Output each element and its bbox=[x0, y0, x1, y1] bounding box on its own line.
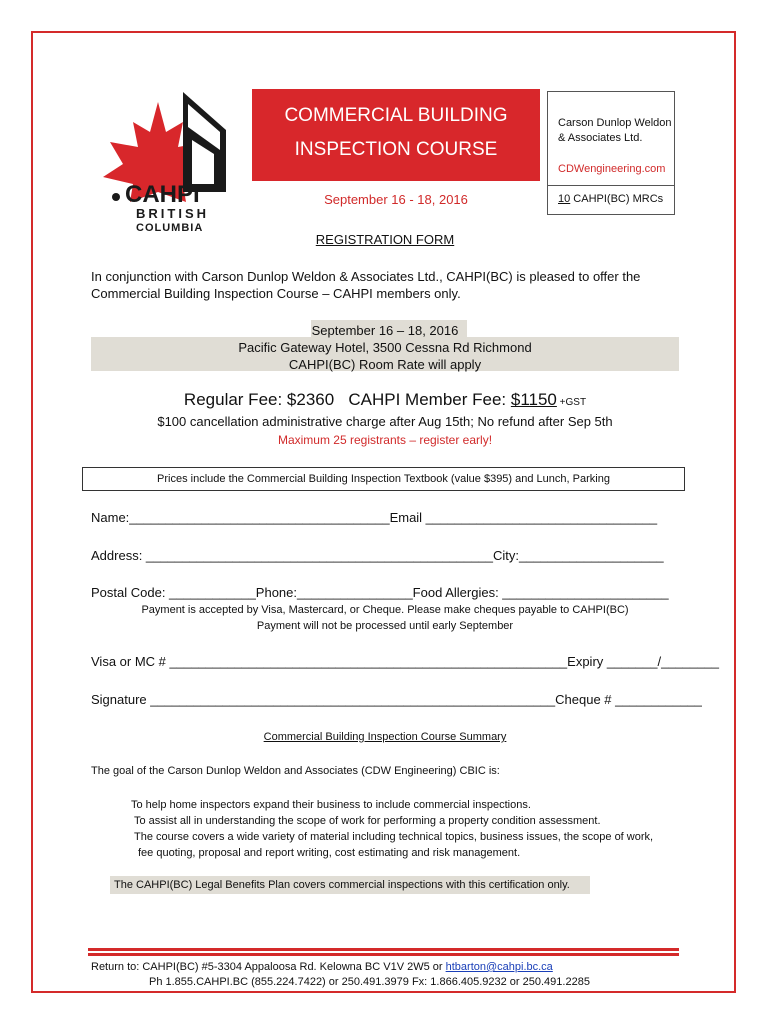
course-summary-points bbox=[131, 797, 691, 861]
summary-point: To assist all in understanding the scope of work for performing a property condition assessment. bbox=[134, 815, 601, 827]
regular-fee: Regular Fee: $2360 bbox=[183, 390, 335, 409]
address-city-field[interactable]: Address: ________________________________________________City:____________________ bbox=[91, 548, 664, 563]
course-dates: September 16 - 18, 2016 bbox=[324, 192, 468, 207]
logo-province-line2: COLUMBIA bbox=[136, 222, 204, 232]
venue-room-rate: CAHPI(BC) Room Rate will apply bbox=[288, 357, 482, 372]
cahpi-bc-logo bbox=[88, 92, 238, 232]
venue-date: September 16 – 18, 2016 bbox=[311, 323, 459, 338]
course-goal: The goal of the Carson Dunlop Weldon and Associates (CDW Engineering) CBIC is: bbox=[91, 765, 500, 777]
mrc-label: CAHPI(BC) MRCs bbox=[570, 193, 664, 205]
cancellation-policy: $100 cancellation administrative charge after Aug 15th; No refund after Sep 5th bbox=[157, 414, 613, 429]
intro-paragraph bbox=[91, 268, 681, 302]
max-registrants-note: Maximum 25 registrants – register early! bbox=[277, 433, 493, 447]
logo-province-line1: BRITISH bbox=[136, 206, 209, 221]
course-summary-title: Commercial Building Inspection Course Summary bbox=[263, 731, 507, 743]
venue-hotel: Pacific Gateway Hotel, 3500 Cessna Rd Richmond bbox=[238, 340, 532, 355]
course-title-banner bbox=[252, 89, 540, 181]
course-title-line2: INSPECTION COURSE bbox=[294, 139, 498, 160]
maple-leaf-house-icon bbox=[88, 92, 238, 232]
footer-divider bbox=[88, 953, 679, 956]
payment-methods: Payment is accepted by Visa, Mastercard, or Cheque. Please make cheques payable to CAHPI(BC) bbox=[141, 604, 629, 616]
mrc-count: 10 bbox=[558, 193, 571, 205]
mrc-credits bbox=[558, 193, 663, 205]
intro-line1: In conjunction with Carson Dunlop Weldon & Associates Ltd., CAHPI(BC) is pleased to offer the bbox=[91, 269, 641, 284]
card-number-expiry-field[interactable]: Visa or MC # _______________________________________________________Expiry _______/________ bbox=[91, 654, 719, 669]
return-address-text: Return to: CAHPI(BC) #5-3304 Appaloosa Rd. Kelowna BC V1V 2W5 or bbox=[91, 961, 446, 973]
contact-phone-numbers: Ph 1.855.CAHPI.BC (855.224.7422) or 250.491.3979 Fx: 1.866.405.9232 or 250.491.2285 bbox=[149, 976, 590, 988]
course-title-line1: COMMERCIAL BUILDING bbox=[284, 105, 508, 126]
payment-notes bbox=[0, 602, 770, 634]
summary-point: To help home inspectors expand their business to include commercial inspections. bbox=[131, 799, 531, 811]
provider-company-line1: Carson Dunlop Weldon bbox=[558, 117, 672, 129]
footer-divider bbox=[88, 948, 679, 951]
member-fee-label: CAHPI Member Fee: bbox=[348, 390, 511, 409]
provider-box-divider bbox=[547, 185, 675, 186]
name-email-field[interactable]: Name:____________________________________Email ________________________________ bbox=[91, 510, 658, 525]
summary-point: fee quoting, proposal and report writing, cost estimating and risk management. bbox=[138, 847, 521, 859]
contact-email-link[interactable]: htbarton@cahpi.bc.ca bbox=[445, 961, 553, 973]
member-fee-amount: $1150 bbox=[510, 390, 557, 409]
legal-benefits-note: The CAHPI(BC) Legal Benefits Plan covers commercial inspections with this certification only. bbox=[110, 876, 590, 894]
provider-website-link[interactable]: CDWengineering.com bbox=[558, 163, 666, 175]
postal-phone-allergies-field[interactable]: Postal Code: ____________Phone:________________Food Allergies: _______________________ bbox=[91, 585, 669, 600]
registration-form-title: REGISTRATION FORM bbox=[315, 232, 455, 247]
return-address bbox=[91, 961, 553, 973]
provider-company bbox=[558, 116, 672, 146]
prices-include-box: Prices include the Commercial Building Inspection Textbook (value $395) and Lunch, Parking bbox=[82, 467, 685, 491]
venue-details bbox=[0, 322, 770, 373]
fee-line bbox=[0, 390, 770, 410]
provider-company-line2: & Associates Ltd. bbox=[558, 132, 643, 144]
logo-wordmark: CAHPI bbox=[125, 181, 200, 208]
intro-line2: Commercial Building Inspection Course – CAHPI members only. bbox=[91, 286, 461, 301]
summary-point: The course covers a wide variety of material including technical topics, business issues, the scope of work, bbox=[134, 831, 654, 843]
payment-processing: Payment will not be processed until early September bbox=[256, 620, 514, 632]
signature-cheque-field[interactable]: Signature ________________________________________________________Cheque # ____________ bbox=[91, 692, 702, 707]
gst-note: +GST bbox=[556, 397, 587, 408]
